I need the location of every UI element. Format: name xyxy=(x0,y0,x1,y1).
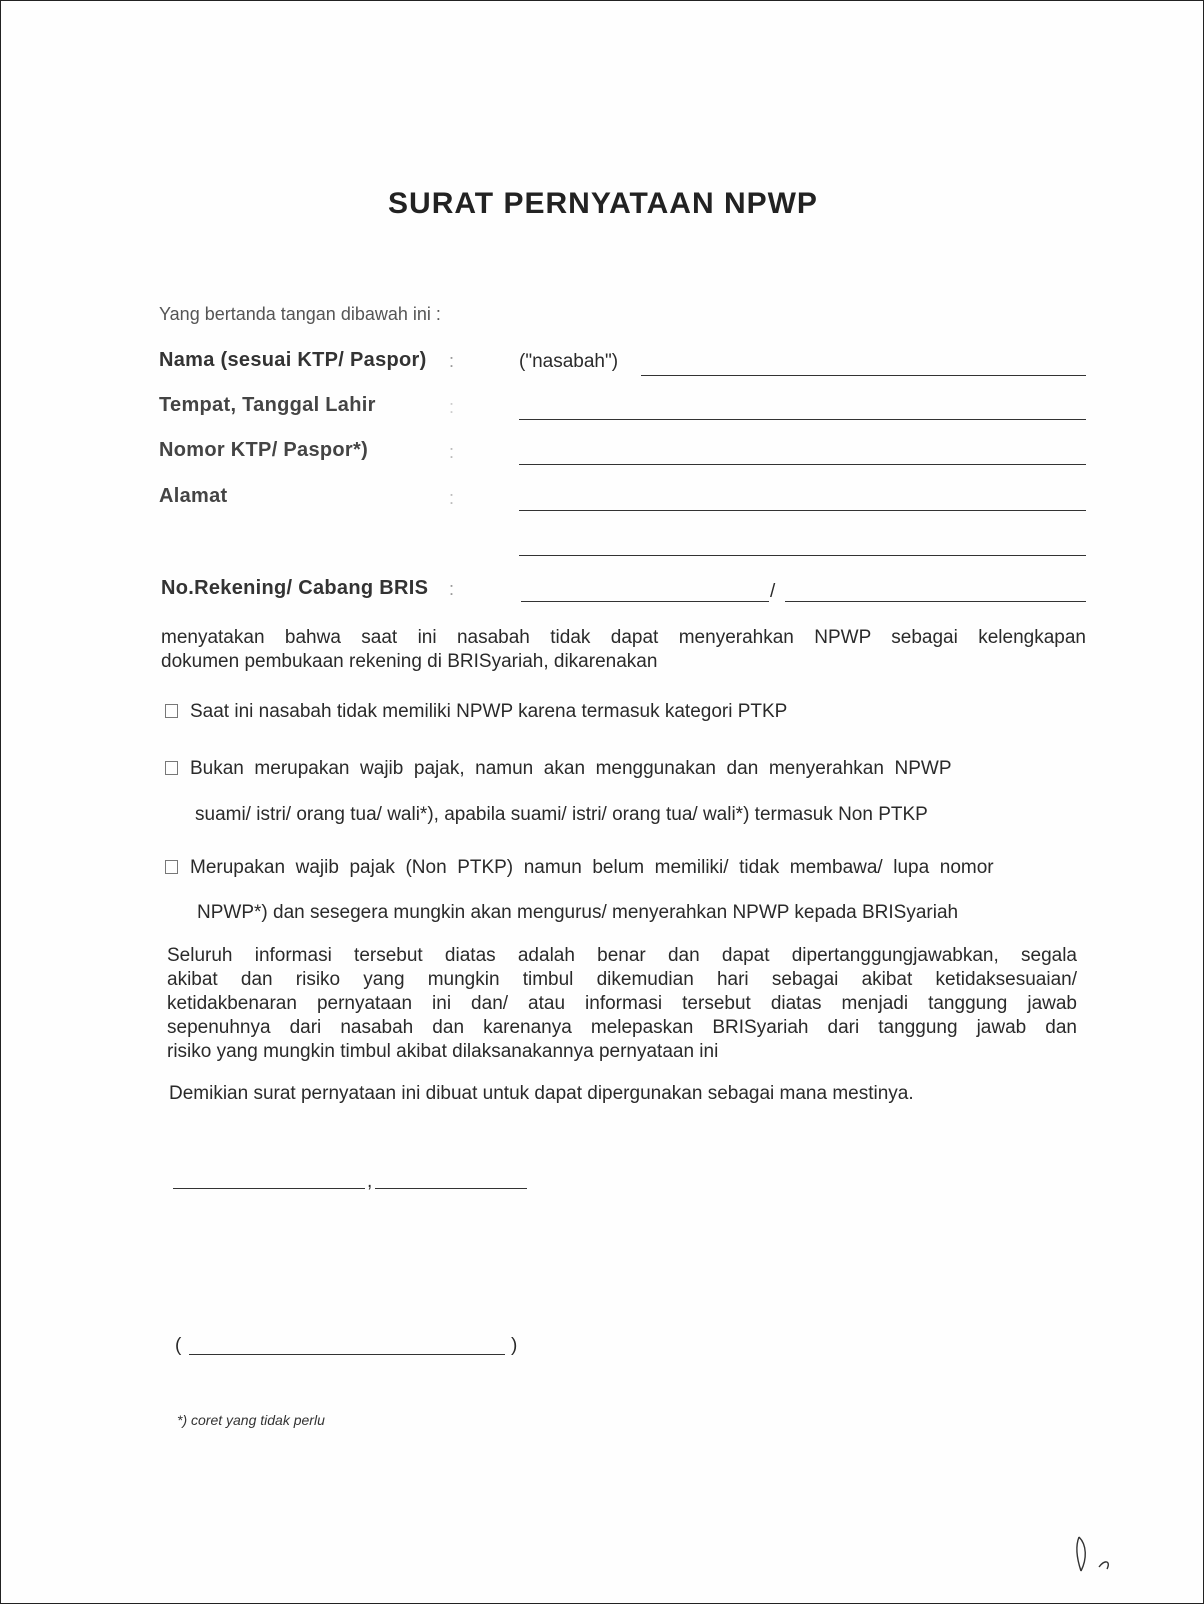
signature-name-line[interactable] xyxy=(189,1354,505,1355)
rekening-colon: : xyxy=(449,579,455,599)
disclaimer-line-3: ketidakbenaran pernyataan ini dan/ atau informasi tersebut diatas menjadi tanggung jawab xyxy=(167,993,1077,1014)
nama-label: Nama (sesuai KTP/ Paspor) xyxy=(159,349,427,371)
place-fill-line[interactable] xyxy=(173,1188,365,1189)
option-1-text: Saat ini nasabah tidak memiliki NPWP karena termasuk kategori PTKP xyxy=(190,701,788,722)
rekening-label: No.Rekening/ Cabang BRIS xyxy=(161,577,429,599)
option-3-checkbox[interactable] xyxy=(165,860,178,874)
nama-fill-line[interactable] xyxy=(641,375,1086,376)
option-1[interactable] xyxy=(165,701,787,723)
signature-open-paren: ( xyxy=(175,1335,182,1356)
option-3[interactable] xyxy=(165,857,994,879)
option-1-checkbox[interactable] xyxy=(165,704,178,718)
disclaimer-line-2: akibat dan risiko yang mungkin timbul dikemudian hari sebagai akibat ketidaksesuaian/ xyxy=(167,969,1077,990)
footnote: *) coret yang tidak perlu xyxy=(177,1412,325,1428)
alamat-fill-line-1[interactable] xyxy=(519,510,1086,511)
closing-text: Demikian surat pernyataan ini dibuat untuk dapat dipergunakan sebagai mana mestinya. xyxy=(169,1083,914,1104)
statement-line-1: menyatakan bahwa saat ini nasabah tidak dapat menyerahkan NPWP sebagai kelengkapan xyxy=(161,627,1086,648)
date-fill-line[interactable] xyxy=(375,1188,527,1189)
signature-close-paren: ) xyxy=(511,1335,518,1356)
scribble-mark-icon xyxy=(1065,1529,1135,1579)
option-2-checkbox[interactable] xyxy=(165,761,178,775)
rekening-fill-line[interactable] xyxy=(521,601,769,602)
disclaimer-line-1: Seluruh informasi tersebut diatas adalah benar dan dapat dipertanggungjawabkan, segala xyxy=(167,945,1077,966)
alamat-label: Alamat xyxy=(159,485,228,507)
option-3-text-line-1: Merupakan wajib pajak (Non PTKP) namun belum memiliki/ tidak membawa/ lupa nomor xyxy=(190,857,994,878)
place-date-separator: , xyxy=(367,1171,373,1192)
option-2-text-line-1: Bukan merupakan wajib pajak, namun akan menggunakan dan menyerahkan NPWP xyxy=(190,758,952,779)
rekening-slash: / xyxy=(770,581,776,602)
nama-value: ("nasabah") xyxy=(519,351,619,372)
ttl-fill-line[interactable] xyxy=(519,419,1086,420)
nama-colon: : xyxy=(449,351,455,371)
disclaimer-line-5: risiko yang mungkin timbul akibat dilaksanakannya pernyataan ini xyxy=(167,1041,719,1062)
ttl-label: Tempat, Tanggal Lahir xyxy=(159,394,376,416)
disclaimer-line-4: sepenuhnya dari nasabah dan karenanya melepaskan BRISyariah dari tanggung jawab dan xyxy=(167,1017,1077,1038)
alamat-colon: : xyxy=(449,488,455,508)
ktp-label: Nomor KTP/ Paspor*) xyxy=(159,439,369,461)
ttl-colon: : xyxy=(449,397,455,417)
option-3-text-line-2: NPWP*) dan sesegera mungkin akan mengurus/ menyerahkan NPWP kepada BRISyariah xyxy=(197,902,959,923)
option-2-text-line-2: suami/ istri/ orang tua/ wali*), apabila suami/ istri/ orang tua/ wali*) termasuk Non PTKP xyxy=(195,804,928,825)
intro-text: Yang bertanda tangan dibawah ini : xyxy=(159,304,441,324)
document-title: SURAT PERNYATAAN NPWP xyxy=(388,187,818,220)
cabang-fill-line[interactable] xyxy=(785,601,1086,602)
option-2[interactable] xyxy=(165,758,952,780)
ktp-fill-line[interactable] xyxy=(519,464,1086,465)
statement-line-2: dokumen pembukaan rekening di BRISyariah, dikarenakan xyxy=(161,651,658,672)
alamat-fill-line-2[interactable] xyxy=(519,555,1086,556)
ktp-colon: : xyxy=(449,442,455,462)
